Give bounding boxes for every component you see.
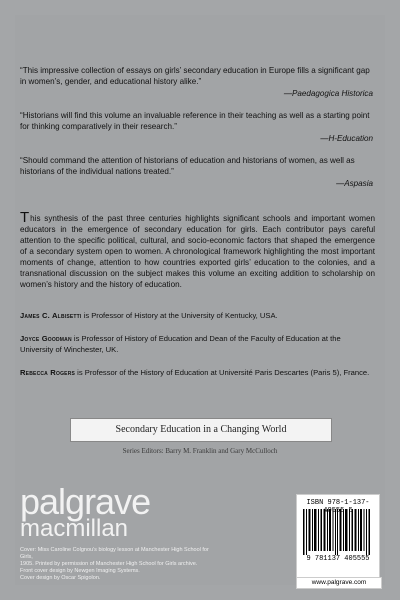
credit-line: Cover: Miss Caroline Colgnou’s biology lesson at Manchester High School for Girls,: [20, 547, 209, 560]
editor-bio-text: is Professor of the History of Education at Université Paris Descartes (Paris 5), France.: [75, 368, 370, 377]
review-attribution: —H-Education: [320, 134, 373, 143]
series-title-box: Secondary Education in a Changing World: [70, 418, 332, 442]
review-quote: “This impressive collection of essays on girls’ secondary education in Europe fills a significant gap in women’s, gender, and educational history alike.”: [20, 66, 370, 86]
description-text: his synthesis of the past three centuries highlights significant schools and important women educators in the emergence of secondary education for girls. Each contributor pays careful attention to the specific political, cultural, and socio-economic factors that shaped the emergence of a secondary system open to women. A chronological framework highlighting the most important moments of change, attention to how countries exported girls’ education to the colonies, and a transnational discussion on the subject makes this volume an exciting addition to scholarship on women’s history and the history of education.: [20, 214, 375, 289]
series-editors: Series Editors: Barry M. Franklin and Gary McCulloch: [122, 447, 278, 455]
credit-line: 1905. Printed by permission of Manchester High School for Girls archive.: [20, 561, 198, 567]
review-attribution: —Aspasia: [336, 179, 373, 188]
editor-bio-text: is Professor of History of Education and Dean of the Faculty of Education at the University of Winchester, UK.: [20, 334, 341, 354]
cover-credits: [20, 547, 220, 582]
isbn-barcode: [296, 494, 380, 578]
review-quote: “Should command the attention of historians of education and historians of women, as well as historians of the individual nations treated.”: [20, 156, 355, 176]
editor-bio: [20, 367, 375, 378]
isbn-label: ISBN 978-1-137- 555-5: [306, 499, 370, 515]
book-description: [20, 209, 375, 290]
editor-name: James C. Albisetti: [20, 311, 82, 320]
editor-name: Joyce Goodman: [20, 334, 72, 343]
credit-line: Front cover design by Newgen Imaging Systems.: [20, 568, 140, 574]
publisher-logo-line2: macmillan: [20, 515, 129, 542]
editor-name: Rebecca Rogers: [20, 368, 76, 377]
publisher-url: www.palgrave.com: [296, 577, 382, 589]
barcode-icon: [303, 509, 373, 555]
drop-cap: T: [20, 209, 30, 226]
editor-bio-text: is Professor of History at the University of Kentucky, USA.: [81, 311, 278, 320]
credit-line: Cover design by Oscar Spigolon.: [20, 575, 101, 581]
publisher-logo-line1: palgrave: [20, 481, 151, 522]
review-attribution: —Paedagogica Historica: [283, 89, 373, 98]
barcode-digits: 9 781137 405555: [306, 555, 370, 563]
review-quote: “Historians will find this volume an invaluable reference in their teaching as well as a starting point for thinking comparatively in their research.”: [20, 111, 370, 131]
editor-bio: [20, 333, 375, 355]
review-quotes: [20, 65, 373, 200]
editor-bio: [20, 310, 375, 321]
